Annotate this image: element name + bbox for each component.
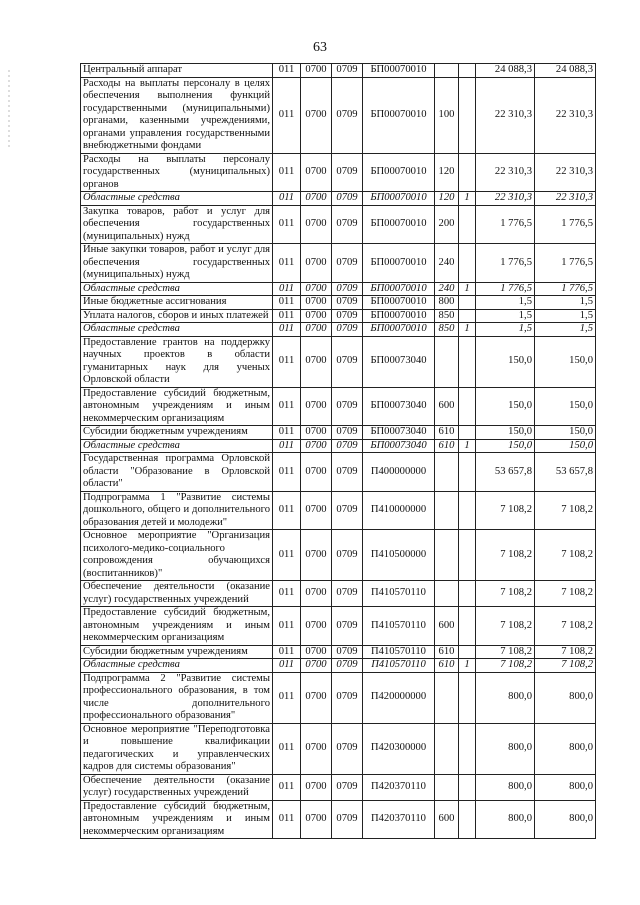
table-row [81, 64, 596, 78]
amount-year-1: 800,0 [476, 800, 535, 839]
subsection-code: 0709 [332, 659, 363, 673]
expense-type-code [435, 530, 459, 581]
subsection-code: 0709 [332, 387, 363, 426]
table-row [81, 282, 596, 296]
admin-code: 011 [273, 296, 301, 310]
section-code: 0700 [301, 244, 332, 283]
table-row [81, 800, 596, 839]
target-article-code: БП00073040 [363, 387, 435, 426]
target-article-code: П410570110 [363, 645, 435, 659]
subsection-code: 0709 [332, 723, 363, 774]
subsection-code: 0709 [332, 192, 363, 206]
target-article-code: БП00070010 [363, 282, 435, 296]
row-name: Областные средства [81, 323, 273, 337]
admin-code: 011 [273, 774, 301, 800]
subsection-code: 0709 [332, 491, 363, 530]
amount-year-1: 7 108,2 [476, 659, 535, 673]
row-name: Предоставление субсидий бюджетным, автономным учреждениям и иным некоммерческим организациям [81, 607, 273, 646]
target-article-code: БП00070010 [363, 192, 435, 206]
amount-year-1: 1 776,5 [476, 244, 535, 283]
expense-type-code [435, 581, 459, 607]
expense-type-code: 120 [435, 153, 459, 192]
expense-type-code [435, 64, 459, 78]
amount-year-2: 7 108,2 [535, 581, 596, 607]
row-name: Субсидии бюджетным учреждениям [81, 645, 273, 659]
expense-type-code: 850 [435, 323, 459, 337]
target-article-code: П410000000 [363, 491, 435, 530]
admin-code: 011 [273, 153, 301, 192]
fund-source-code [459, 244, 476, 283]
section-code: 0700 [301, 336, 332, 387]
section-code: 0700 [301, 659, 332, 673]
target-article-code: БП00070010 [363, 244, 435, 283]
amount-year-1: 1 776,5 [476, 205, 535, 244]
subsection-code: 0709 [332, 530, 363, 581]
subsection-code: 0709 [332, 244, 363, 283]
target-article-code: П410570110 [363, 659, 435, 673]
table-row [81, 77, 596, 153]
section-code: 0700 [301, 64, 332, 78]
fund-source-code [459, 530, 476, 581]
subsection-code: 0709 [332, 581, 363, 607]
target-article-code: П420370110 [363, 774, 435, 800]
amount-year-1: 800,0 [476, 672, 535, 723]
table-row [81, 336, 596, 387]
expense-type-code: 120 [435, 192, 459, 206]
expense-type-code: 610 [435, 659, 459, 673]
target-article-code: БП00070010 [363, 153, 435, 192]
table-row [81, 645, 596, 659]
expense-type-code: 800 [435, 296, 459, 310]
expense-type-code: 600 [435, 387, 459, 426]
subsection-code: 0709 [332, 296, 363, 310]
fund-source-code [459, 672, 476, 723]
target-article-code: П410500000 [363, 530, 435, 581]
amount-year-2: 1 776,5 [535, 205, 596, 244]
admin-code: 011 [273, 723, 301, 774]
expense-type-code: 240 [435, 244, 459, 283]
fund-source-code [459, 800, 476, 839]
expense-type-code: 610 [435, 439, 459, 453]
amount-year-1: 800,0 [476, 723, 535, 774]
amount-year-2: 800,0 [535, 672, 596, 723]
amount-year-1: 150,0 [476, 336, 535, 387]
amount-year-2: 7 108,2 [535, 607, 596, 646]
table-row [81, 439, 596, 453]
subsection-code: 0709 [332, 153, 363, 192]
target-article-code: П410570110 [363, 581, 435, 607]
amount-year-2: 24 088,3 [535, 64, 596, 78]
amount-year-2: 1,5 [535, 296, 596, 310]
amount-year-2: 800,0 [535, 723, 596, 774]
admin-code: 011 [273, 64, 301, 78]
fund-source-code [459, 309, 476, 323]
row-name: Областные средства [81, 439, 273, 453]
expense-type-code [435, 491, 459, 530]
section-code: 0700 [301, 77, 332, 153]
admin-code: 011 [273, 323, 301, 337]
target-article-code: БП00070010 [363, 64, 435, 78]
expense-type-code: 600 [435, 800, 459, 839]
admin-code: 011 [273, 309, 301, 323]
amount-year-2: 150,0 [535, 387, 596, 426]
table-row [81, 387, 596, 426]
expense-type-code: 600 [435, 607, 459, 646]
amount-year-1: 7 108,2 [476, 491, 535, 530]
target-article-code: П400000000 [363, 453, 435, 492]
row-name: Субсидии бюджетным учреждениям [81, 426, 273, 440]
fund-source-code [459, 77, 476, 153]
subsection-code: 0709 [332, 774, 363, 800]
subsection-code: 0709 [332, 282, 363, 296]
subsection-code: 0709 [332, 77, 363, 153]
table-row [81, 153, 596, 192]
target-article-code: БП00070010 [363, 309, 435, 323]
expense-type-code: 200 [435, 205, 459, 244]
expense-type-code: 240 [435, 282, 459, 296]
amount-year-1: 1,5 [476, 323, 535, 337]
table-row [81, 244, 596, 283]
section-code: 0700 [301, 426, 332, 440]
table-row [81, 205, 596, 244]
section-code: 0700 [301, 491, 332, 530]
admin-code: 011 [273, 426, 301, 440]
admin-code: 011 [273, 659, 301, 673]
admin-code: 011 [273, 530, 301, 581]
row-name: Расходы на выплаты персоналу в целях обеспечения выполнения функций государственными (муниципальными) органами, казенными учреждениями, органами управления государственными внебюджетными фондами [81, 77, 273, 153]
amount-year-2: 7 108,2 [535, 659, 596, 673]
fund-source-code [459, 205, 476, 244]
table-row [81, 296, 596, 310]
target-article-code: БП00070010 [363, 205, 435, 244]
expense-type-code [435, 774, 459, 800]
expense-type-code: 100 [435, 77, 459, 153]
amount-year-2: 800,0 [535, 774, 596, 800]
target-article-code: БП00070010 [363, 323, 435, 337]
admin-code: 011 [273, 282, 301, 296]
fund-source-code: 1 [459, 192, 476, 206]
section-code: 0700 [301, 774, 332, 800]
target-article-code: БП00073040 [363, 439, 435, 453]
fund-source-code: 1 [459, 659, 476, 673]
section-code: 0700 [301, 153, 332, 192]
table-row [81, 309, 596, 323]
admin-code: 011 [273, 244, 301, 283]
expense-type-code [435, 723, 459, 774]
table-row [81, 659, 596, 673]
section-code: 0700 [301, 723, 332, 774]
subsection-code: 0709 [332, 645, 363, 659]
expense-type-code [435, 453, 459, 492]
amount-year-2: 1,5 [535, 309, 596, 323]
amount-year-2: 1,5 [535, 323, 596, 337]
target-article-code: БП00070010 [363, 296, 435, 310]
section-code: 0700 [301, 323, 332, 337]
row-name: Закупка товаров, работ и услуг для обеспечения государственных (муниципальных) нужд [81, 205, 273, 244]
fund-source-code [459, 336, 476, 387]
section-code: 0700 [301, 387, 332, 426]
subsection-code: 0709 [332, 336, 363, 387]
section-code: 0700 [301, 800, 332, 839]
table-row [81, 723, 596, 774]
admin-code: 011 [273, 491, 301, 530]
table-row [81, 607, 596, 646]
fund-source-code [459, 153, 476, 192]
target-article-code: П420300000 [363, 723, 435, 774]
amount-year-1: 7 108,2 [476, 645, 535, 659]
admin-code: 011 [273, 672, 301, 723]
row-name: Иные закупки товаров, работ и услуг для обеспечения государственных (муниципальных) нужд [81, 244, 273, 283]
admin-code: 011 [273, 336, 301, 387]
table-row [81, 491, 596, 530]
subsection-code: 0709 [332, 439, 363, 453]
subsection-code: 0709 [332, 607, 363, 646]
row-name: Областные средства [81, 282, 273, 296]
table-row [81, 672, 596, 723]
subsection-code: 0709 [332, 323, 363, 337]
row-name: Расходы на выплаты персоналу государственных (муниципальных) органов [81, 153, 273, 192]
admin-code: 011 [273, 607, 301, 646]
table-row [81, 453, 596, 492]
amount-year-1: 1 776,5 [476, 282, 535, 296]
admin-code: 011 [273, 77, 301, 153]
fund-source-code [459, 645, 476, 659]
admin-code: 011 [273, 800, 301, 839]
row-name: Предоставление субсидий бюджетным, автономным учреждениям и иным некоммерческим организациям [81, 387, 273, 426]
amount-year-2: 150,0 [535, 439, 596, 453]
fund-source-code [459, 491, 476, 530]
amount-year-2: 800,0 [535, 800, 596, 839]
section-code: 0700 [301, 672, 332, 723]
row-name: Обеспечение деятельности (оказание услуг) государственных учреждений [81, 774, 273, 800]
table-row [81, 774, 596, 800]
section-code: 0700 [301, 453, 332, 492]
row-name: Основное мероприятие "Переподготовка и повышение квалификации педагогических и управленческих кадров для системы образования" [81, 723, 273, 774]
row-name: Областные средства [81, 192, 273, 206]
expense-type-code: 850 [435, 309, 459, 323]
row-name: Центральный аппарат [81, 64, 273, 78]
expense-type-code: 610 [435, 645, 459, 659]
section-code: 0700 [301, 645, 332, 659]
amount-year-1: 7 108,2 [476, 581, 535, 607]
subsection-code: 0709 [332, 453, 363, 492]
amount-year-1: 1,5 [476, 296, 535, 310]
amount-year-1: 7 108,2 [476, 607, 535, 646]
fund-source-code [459, 296, 476, 310]
subsection-code: 0709 [332, 64, 363, 78]
binding-margin-marks [6, 70, 12, 150]
fund-source-code [459, 64, 476, 78]
row-name: Предоставление субсидий бюджетным, автономным учреждениям и иным некоммерческим организациям [81, 800, 273, 839]
fund-source-code [459, 607, 476, 646]
amount-year-1: 24 088,3 [476, 64, 535, 78]
fund-source-code [459, 581, 476, 607]
fund-source-code: 1 [459, 323, 476, 337]
row-name: Государственная программа Орловской области "Образование в Орловской области" [81, 453, 273, 492]
amount-year-1: 7 108,2 [476, 530, 535, 581]
subsection-code: 0709 [332, 800, 363, 839]
section-code: 0700 [301, 205, 332, 244]
table-row [81, 192, 596, 206]
amount-year-2: 1 776,5 [535, 282, 596, 296]
amount-year-1: 22 310,3 [476, 153, 535, 192]
section-code: 0700 [301, 296, 332, 310]
fund-source-code [459, 453, 476, 492]
section-code: 0700 [301, 192, 332, 206]
subsection-code: 0709 [332, 309, 363, 323]
admin-code: 011 [273, 387, 301, 426]
subsection-code: 0709 [332, 426, 363, 440]
subsection-code: 0709 [332, 672, 363, 723]
admin-code: 011 [273, 581, 301, 607]
amount-year-2: 22 310,3 [535, 192, 596, 206]
admin-code: 011 [273, 453, 301, 492]
section-code: 0700 [301, 607, 332, 646]
target-article-code: П410570110 [363, 607, 435, 646]
table-row [81, 530, 596, 581]
section-code: 0700 [301, 282, 332, 296]
fund-source-code [459, 387, 476, 426]
fund-source-code: 1 [459, 282, 476, 296]
fund-source-code [459, 426, 476, 440]
amount-year-2: 53 657,8 [535, 453, 596, 492]
amount-year-2: 7 108,2 [535, 491, 596, 530]
amount-year-1: 800,0 [476, 774, 535, 800]
expense-type-code [435, 672, 459, 723]
row-name: Подпрограмма 1 "Развитие системы дошкольного, общего и дополнительного образования детей и молодежи" [81, 491, 273, 530]
amount-year-1: 150,0 [476, 439, 535, 453]
amount-year-1: 150,0 [476, 426, 535, 440]
admin-code: 011 [273, 192, 301, 206]
admin-code: 011 [273, 205, 301, 244]
section-code: 0700 [301, 309, 332, 323]
amount-year-1: 150,0 [476, 387, 535, 426]
target-article-code: П420000000 [363, 672, 435, 723]
amount-year-2: 22 310,3 [535, 153, 596, 192]
fund-source-code [459, 774, 476, 800]
section-code: 0700 [301, 581, 332, 607]
expense-type-code: 610 [435, 426, 459, 440]
target-article-code: БП00073040 [363, 336, 435, 387]
amount-year-1: 22 310,3 [476, 77, 535, 153]
target-article-code: БП00070010 [363, 77, 435, 153]
row-name: Иные бюджетные ассигнования [81, 296, 273, 310]
expense-type-code [435, 336, 459, 387]
amount-year-1: 1,5 [476, 309, 535, 323]
fund-source-code [459, 723, 476, 774]
amount-year-2: 22 310,3 [535, 77, 596, 153]
amount-year-2: 7 108,2 [535, 645, 596, 659]
amount-year-1: 22 310,3 [476, 192, 535, 206]
row-name: Обеспечение деятельности (оказание услуг) государственных учреждений [81, 581, 273, 607]
amount-year-2: 1 776,5 [535, 244, 596, 283]
target-article-code: П420370110 [363, 800, 435, 839]
target-article-code: БП00073040 [363, 426, 435, 440]
table-row [81, 581, 596, 607]
row-name: Основное мероприятие "Организация психолого-медико-социального сопровождения обучающихся (воспитанников)" [81, 530, 273, 581]
amount-year-1: 53 657,8 [476, 453, 535, 492]
row-name: Предоставление грантов на поддержку научных проектов в области гуманитарных наук для ученых Орловской области [81, 336, 273, 387]
section-code: 0700 [301, 530, 332, 581]
fund-source-code: 1 [459, 439, 476, 453]
row-name: Областные средства [81, 659, 273, 673]
table-row [81, 426, 596, 440]
admin-code: 011 [273, 439, 301, 453]
section-code: 0700 [301, 439, 332, 453]
page-number: 63 [313, 40, 327, 55]
subsection-code: 0709 [332, 205, 363, 244]
row-name: Уплата налогов, сборов и иных платежей [81, 309, 273, 323]
amount-year-2: 150,0 [535, 426, 596, 440]
amount-year-2: 150,0 [535, 336, 596, 387]
amount-year-2: 7 108,2 [535, 530, 596, 581]
budget-table [80, 63, 596, 839]
row-name: Подпрограмма 2 "Развитие системы профессионального образования, в том числе дополнительного профессионального образования" [81, 672, 273, 723]
table-row [81, 323, 596, 337]
admin-code: 011 [273, 645, 301, 659]
